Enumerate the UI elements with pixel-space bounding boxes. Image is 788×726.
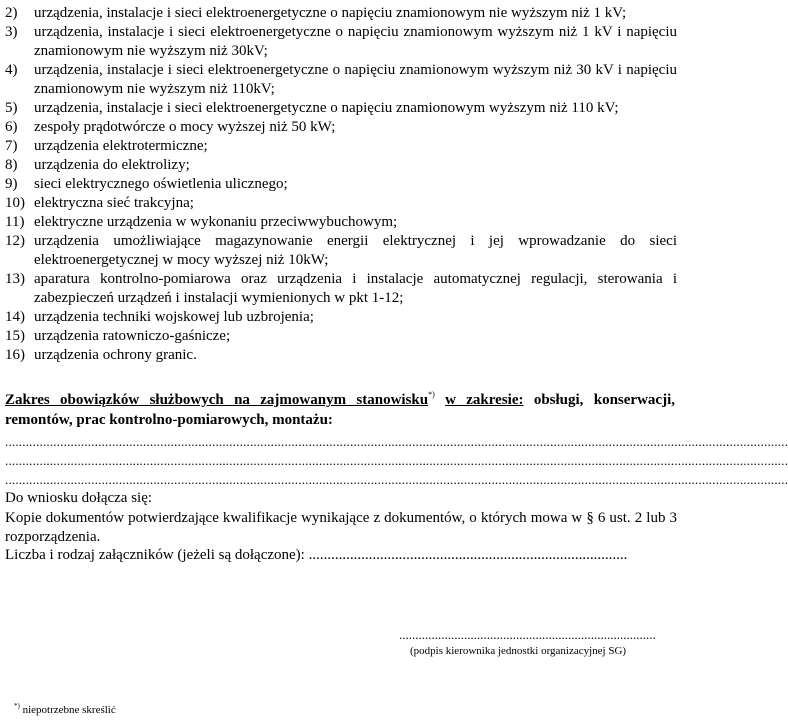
list-item-number: 6): [5, 119, 18, 135]
list-item-number: 3): [5, 24, 18, 40]
list-item: [5, 156, 677, 175]
list-item: [5, 99, 677, 118]
list-item-text: urządzenia ratowniczo-gaśnicze;: [34, 328, 231, 344]
list-item-number: 7): [5, 138, 18, 154]
list-item-number: 14): [5, 309, 25, 325]
list-item-number: 12): [5, 233, 25, 249]
list-item-number: 8): [5, 157, 18, 173]
in-scope-label: w zakresie:: [445, 392, 524, 408]
signature-label: (podpis kierownika jednostki organizacyjnej SG): [410, 645, 627, 657]
list-item-text: zespoły prądotwórcze o mocy wyższej niż 50 kW;: [34, 119, 336, 135]
list-item: [5, 346, 677, 365]
list-item-number: 11): [5, 214, 25, 230]
signature-line[interactable]: ...............................................................................: [399, 627, 656, 642]
list-item-text: urządzenia, instalacje i sieci elektroenergetyczne o napięciu znamionowym wyższym niż 30 kV i napięciu znamionowym nie wyższym niż 110kV;: [34, 62, 677, 97]
list-item: [5, 118, 677, 137]
list-item-text: elektryczna sieć trakcyjna;: [34, 195, 194, 211]
list-item: [5, 61, 677, 99]
list-item: [5, 4, 677, 23]
duties-scope-heading: [5, 390, 675, 430]
list-item-text: urządzenia do elektrolizy;: [34, 157, 190, 173]
list-item-number: 4): [5, 62, 18, 78]
list-item-text: aparatura kontrolno-pomiarowa oraz urządzenia i instalacje automatycznej regulacji, sterowania i zabezpieczeń urządzeń i instalacji wymienionych w pkt 1-12;: [34, 271, 677, 306]
footnote: [14, 701, 116, 720]
list-item: [5, 213, 677, 232]
list-item-text: elektryczne urządzenia w wykonaniu przeciwwybuchowym;: [34, 214, 398, 230]
list-item: [5, 23, 677, 61]
list-item-text: sieci elektrycznego oświetlenia ulicznego;: [34, 176, 288, 192]
list-item-text: urządzenia, instalacje i sieci elektroenergetyczne o napięciu znamionowym wyższym niż 1 kV i napięciu znamionowym nie wyższym niż 30kV;: [34, 24, 677, 59]
fill-line-1[interactable]: ...................................................................................................................................................................................................................................: [5, 434, 788, 449]
attachments-label: Do wniosku dołącza się:: [5, 490, 153, 506]
list-item-number: 10): [5, 195, 25, 211]
list-item-number: 9): [5, 176, 18, 192]
list-item: [5, 194, 677, 213]
list-item: [5, 270, 677, 308]
footnote-marker: *): [428, 390, 435, 399]
fill-line-3[interactable]: ...................................................................................................................................................................................................................................: [5, 472, 788, 487]
list-item-text: urządzenia elektrotermiczne;: [34, 138, 208, 154]
list-item-text: urządzenia, instalacje i sieci elektroenergetyczne o napięciu znamionowym wyższym niż 110 kV;: [34, 100, 619, 116]
duties-scope-title: Zakres obowiązków służbowych na zajmowanym stanowisku: [5, 392, 429, 408]
footnote-mark: *): [14, 702, 20, 710]
list-item: [5, 137, 677, 156]
list-item: [5, 175, 677, 194]
list-item: [5, 232, 677, 270]
list-item-text: urządzenia umożliwiające magazynowanie energii elektrycznej i jej wprowadzanie do sieci elektroenergetycznej w mocy wyższej niż 10kW;: [34, 233, 677, 268]
list-item-number: 2): [5, 5, 18, 21]
list-item-text: urządzenia, instalacje i sieci elektroenergetyczne o napięciu znamionowym nie wyższym niż 1 kV;: [34, 5, 627, 21]
list-item-number: 15): [5, 328, 25, 344]
fill-line-2[interactable]: ...................................................................................................................................................................................................................................: [5, 453, 788, 468]
list-item-number: 13): [5, 271, 25, 287]
list-item-text: urządzenia techniki wojskowej lub uzbrojenia;: [34, 309, 314, 325]
attachments-copies: Kopie dokumentów potwierdzające kwalifikacje wynikające z dokumentów, o których mowa w § 6 ust. 2 lub 3 rozporządzenia.: [5, 510, 677, 545]
list-item: [5, 327, 677, 346]
footnote-text: niepotrzebne skreślić: [19, 704, 116, 716]
scope-activities: obsługi, konserwacji, remontów, prac kontrolno-pomiarowych, montażu:: [5, 392, 675, 428]
list-item-number: 16): [5, 347, 25, 363]
list-item-text: urządzenia ochrony granic.: [34, 347, 197, 363]
list-item-number: 5): [5, 100, 18, 116]
equipment-list: [5, 4, 677, 365]
attachments-count[interactable]: Liczba i rodzaj załączników (jeżeli są dołączone): .....................................................................................: [5, 547, 628, 563]
list-item: [5, 308, 677, 327]
